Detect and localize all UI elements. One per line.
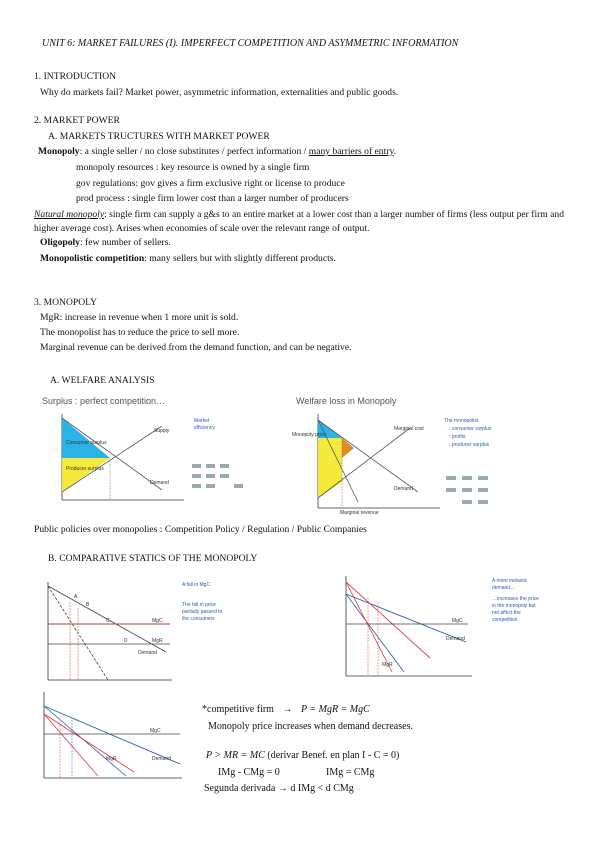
fig4-note-3: …increases the price [492, 596, 539, 602]
monopolistic-term: Monopolistic competition [40, 253, 145, 264]
oligopoly-definition [40, 237, 171, 248]
page-title: UNIT 6: MARKET FAILURES (I). IMPERFECT COMPETITION AND ASYMMETRIC INFORMATION [42, 38, 459, 49]
monopoly-price-line: Monopoly price increases when demand decreases. [208, 721, 413, 732]
fig4-note-5: not affect the [492, 610, 521, 616]
fig1-cars-graphic [192, 464, 243, 488]
profit-max-formula: P > MR = MC [206, 750, 265, 761]
heading-monopoly: 3. MONOPOLY [34, 297, 98, 308]
heading-market-power: 2. MARKET POWER [34, 115, 120, 126]
monopoly-def-end: . [393, 146, 397, 157]
barriers-of-entry: many barriers of entry [308, 146, 394, 157]
fig3-note-2: The fall in price [182, 602, 216, 608]
fig1-producer-label: Producer surplus [66, 466, 104, 472]
fig2-cars-graphic [446, 476, 488, 504]
fig1-note-efficiency: efficiency [194, 425, 215, 431]
fig3-note-4: the consumers [182, 616, 215, 622]
fig5-label-mgr: MgR [106, 756, 117, 762]
oligopoly-term: Oligopoly [40, 237, 80, 248]
natural-monopoly-term: Natural monopoly [34, 209, 105, 220]
fig4-note-4: in the monopoly but [492, 603, 536, 609]
fig4-demand-red [346, 582, 430, 658]
reduce-price-line: The monopolist has to reduce the price to sell more. [40, 327, 240, 338]
competitive-firm-label: *competitive firm [202, 704, 274, 715]
fig2-note-3: ↑ profits [448, 434, 466, 440]
fig3-note-3: partially passed to [182, 609, 223, 615]
fig2-note-1: The monopolist [444, 418, 479, 424]
oligopoly-text: : few number of sellers. [79, 237, 171, 248]
figure-perfect-competition [34, 392, 266, 512]
fig4-note-2: demand… [492, 585, 516, 591]
fig3-label-c: C [106, 618, 110, 624]
fig3-label-mgc: MgC [152, 618, 163, 624]
fig2-note-2: ↓ consumer surplus [448, 426, 492, 432]
fig4-label-demand: Demand [446, 636, 465, 642]
fig2-profit-area [318, 438, 342, 458]
profit-max-note: (derivar Benef. en plan I - C = 0) [267, 750, 400, 761]
natural-monopoly-text: : single firm can supply a g&s to an entire market at a lower cost than a larger number of firms (less output per firm and higher average cost). Arises when economies of scale over the relevant range of output. [34, 209, 565, 234]
fig1-demand-label: Demand [150, 480, 169, 486]
fig4-note-1: A more inelastic [492, 578, 528, 584]
fig1-note-market: Market [194, 418, 210, 424]
fig5-mgr-blue [44, 706, 126, 776]
fig5-demand-red [44, 714, 134, 772]
figure-fall-in-mgc [34, 576, 274, 688]
fig3-label-b: B [86, 602, 90, 608]
figure-inelastic-demand [334, 572, 570, 682]
natural-monopoly-definition [34, 208, 570, 236]
mgr-line: MgR: increase in revenue when 1 more unit is sold. [40, 312, 239, 323]
fig2-demand-label: Demand [394, 486, 413, 492]
fig2-title: Welfare loss in Monopoly [296, 396, 397, 406]
fig3-label-d: D [124, 638, 128, 644]
subheading-welfare: A. WELFARE ANALYSIS [50, 375, 155, 386]
fig1-title: Surplus : perfect competition… [42, 396, 166, 406]
fig3-note-1: A fall in MgC [182, 582, 211, 588]
fig4-mgr-red [346, 582, 392, 672]
fig2-producer-area [318, 458, 342, 498]
intro-text: Why do markets fail? Market power, asymmetric information, externalities and public goods. [40, 87, 399, 98]
img-equals-cmg: IMg = CMg [326, 767, 375, 778]
competitive-firm-line [202, 704, 370, 715]
monopoly-def-text: : a single seller / no close substitutes / perfect information / [79, 146, 309, 157]
public-policies-line: Public policies over monopolies : Competition Policy / Regulation / Public Companies [34, 524, 367, 535]
fig2-mr-label: Marginal revenue [340, 510, 379, 516]
figure-demand-decrease [34, 688, 194, 784]
fig2-price-label: Monopoly price [292, 432, 326, 438]
marginal-revenue-line: Marginal revenue can be derived from the demand function, and can be negative. [40, 342, 352, 353]
fig5-label-mgc: MgC [150, 728, 161, 734]
monopolistic-definition [40, 253, 336, 264]
fig1-supply-label: Supply [154, 428, 170, 434]
fig2-note-4: ↓ producer surplus [448, 442, 490, 448]
fig4-label-mgr: MgR [382, 662, 393, 668]
monopolistic-text: : many sellers but with slightly different products. [144, 253, 336, 264]
bullet-prod-process: prod process : single firm lower cost than a larger number of producers [76, 193, 349, 204]
figure-welfare-loss [290, 392, 560, 522]
fig1-consumer-area [62, 418, 110, 458]
fig3-label-demand: Demand [138, 650, 157, 656]
fig5-label-demand: Demand [152, 756, 171, 762]
monopoly-definition [38, 146, 396, 157]
profit-max-line [206, 750, 399, 761]
fig4-label-mgc: MgC [452, 618, 463, 624]
arrow-symbol: → [282, 704, 293, 715]
heading-introduction: 1. INTRODUCTION [34, 71, 117, 82]
subheading-comparative-statics: B. COMPARATIVE STATICS OF THE MONOPOLY [48, 553, 258, 564]
fig2-deadweight-loss [342, 438, 354, 458]
competitive-formula: P = MgR = MgC [300, 704, 370, 715]
bullet-regulations: gov regulations: gov gives a firm exclusive right or license to produce [76, 178, 345, 189]
second-derivative-line: Segunda derivada → d IMg < d CMg [204, 783, 354, 794]
fig1-consumer-label: Consumer surplus [66, 440, 107, 446]
fig4-note-6: competition [492, 617, 518, 623]
fig3-label-mgr: MgR [152, 638, 163, 644]
bullet-resources: monopoly resources : key resource is owned by a single firm [76, 162, 310, 173]
img-cmg-zero: IMg - CMg = 0 [218, 767, 280, 778]
fig3-label-a: A [74, 594, 78, 600]
subheading-market-structures: A. MARKETS TRUCTURES WITH MARKET POWER [48, 131, 270, 142]
monopoly-term: Monopoly [38, 146, 80, 157]
fig2-mc-label: Marginal cost [394, 426, 424, 432]
